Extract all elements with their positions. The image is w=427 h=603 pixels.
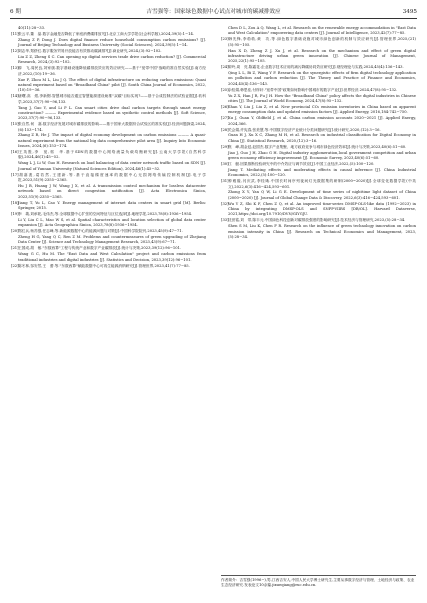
reference-text: Zhang Z R, He J. The impact of digital economy development on carbon emissions ——— A quasi-natural experiment from the national big data comprehensive pilot area [J]. Inquiry Into Economic Issues, 2024,(6):153−174.	[18, 133, 206, 149]
reference-text: 胡嘉浚,葛若然,王建新.等.基于直接梯度速率的数据中心无损网络传输控制机制[J].电子学报,2023,51(9):2355−2365.	[18, 172, 206, 182]
reference-text: 关会娟,许宪春,张美慧,等.中国数字经济产业统计分类问题研究[J].统计研究,2020,(12):3−16.	[228, 127, 381, 132]
reference-entry	[221, 190, 416, 201]
reference-number: [22]	[11, 263, 19, 268]
reference-entry	[11, 106, 206, 122]
reference-text: Wu Y Z, Shi K F, Chen Z Q, et al. An improved time-series DMSP-OLS-like data (1992−2023) in China by integrating DMSP-OLS and SNPP-VIIRS [DB/OL]. Harvard Dataverse, 2021,https://doi.org/10.7910/DVN/GIYGJU.	[228, 201, 416, 217]
reference-entry	[221, 218, 416, 223]
reference-number: [18]	[11, 200, 19, 205]
reference-entry	[221, 37, 416, 48]
reference-entry	[11, 26, 206, 31]
reference-entry	[11, 212, 206, 217]
reference-text: Jiang T, Yu L, Cao Y. Energy management of internet data centers in smart grid [M]. Berlin: Springer, 2015.	[18, 200, 206, 210]
reference-entry	[11, 78, 206, 94]
reference-number: [14]	[11, 94, 19, 99]
reference-text: Jiao J, Guo J H, Zhao G H. Digital industry agglomeration,local government competition and urban green economy efficiency improvement [J]. Economic Survey, 2023,40(6):51−60.	[228, 150, 416, 161]
reference-text: 仲雅璇,闫庆武,李桂娥.中国长时间序列夜间灯光数据集的研制(2000~2020)[J].全球变化数据学报(中英文),2022,6(3):416−424,593−601.	[228, 179, 416, 189]
reference-entry	[11, 38, 206, 49]
reference-entry	[221, 179, 416, 190]
reference-text: Hu J B, Huang J W, Wang J X, et al. A transmission control mechanism for lossless datacenter network based on direct congestion notification [J]. Acta Electronica Sinica, 2023,51(9):2355−2365.	[18, 183, 206, 199]
reference-entry	[221, 162, 416, 167]
reference-text: Zheng H G, Yang Q C, Ren Z M. Problems and countermeasures of green upgrading of Zhejiang Data Center [J]. Science and Technology Management Research, 2023,43(9):67−71.	[18, 235, 206, 245]
reference-number: [17]	[11, 172, 19, 177]
page-number: 3495	[402, 9, 417, 15]
reference-entry	[221, 71, 416, 87]
reference-entry	[221, 133, 416, 144]
reference-entry	[221, 88, 416, 93]
reference-number: [25]	[221, 87, 229, 92]
reference-text: 张云平,董 晶.数字金融是否降低了家庭消费碳排放?[J].北京工商大学学报(社会科学版),2024,39(5):1−14.	[18, 31, 194, 36]
reference-text: 江 艇.因果推断经验研究中的中介效应与调节效应[J].中国工业经济,2022,(5):100−120.	[228, 161, 375, 166]
reference-entry	[11, 173, 206, 184]
reference-number: [23]	[221, 37, 229, 42]
reference-text: 张自然,何 嘉.数字经济发展对城市碳排放的影响——基于国家大数据综合试验区的准实验[J].经济问题探索,2024,(6):153−174.	[18, 122, 206, 132]
reference-entry	[221, 26, 416, 37]
reference-number: [11]	[11, 31, 19, 36]
reference-number: [13]	[11, 66, 19, 71]
reference-text: Liu Z Z, Zheng S C. Can opening up digital services trade drive carbon reduction? [J]. Commercial Research, 2024,(3):92−102.	[18, 55, 206, 65]
reference-text: 刘志华,郑舒红.数字服务贸易开放能否有效推动碳减排?[J].商业研究,2024,(3):92−102.	[18, 49, 162, 54]
reference-text: Xue F, Zhou M L, Liu J Q. The effect of digital infrastructure on reducing carbon emissions: Quasi natural experiment based on "Broadband China" pilot [J]. South China Journal of Economics, 2022,(10):19−36.	[18, 77, 206, 93]
reference-text: Wang G C, Hu M. The "East Data and West Calculation" project and carbon emissions from traditional industries and digital industries [J]. Statistics and Decision, 2023,39(12):96−101.	[18, 252, 206, 262]
reference-number: [32]	[221, 201, 229, 206]
reference-entry	[11, 252, 206, 263]
reference-entry	[11, 201, 206, 212]
reference-number: [33]	[221, 218, 229, 223]
reference-entry	[11, 235, 206, 246]
reference-number: [31]	[221, 179, 229, 184]
reference-text: 郑红兵,杨苏强,任志峰,等.新能源数据中心的能源问题与对策[J].中国科学院院刊,2023,45(9):47−71.	[18, 229, 183, 234]
reference-text: Han X D, Zheng Z J, Xu J, et al. Research on the mechanism and effect of green digital infrastructure driving urban green innovation [J]. Chinese Journal of Management, 2025,22(1):95−105.	[228, 48, 416, 64]
reference-entry	[221, 49, 416, 65]
reference-text: 唐曙,高 煜,李新钢.智慧城市能否通过智慧能源建设助推"双碳"目标实现?——基于合成控制法的试验证据[J].软科学,2023,37(7):90−96,133.	[18, 94, 206, 104]
reference-text: Guan H J, Xu X C, Zhang M H, et al. Research on industrial classification for Digital Economy in China [J]. Statistical Research, 2020,(12):3−16.	[228, 133, 416, 143]
reference-number: [28]	[221, 127, 229, 132]
reference-entry	[11, 94, 206, 105]
reference-number: [21]	[11, 246, 19, 251]
reference-text: 廖玲,周 亮,陈霜花.企业数字技术应用的减污降碳协同效应研究[J].财经理论与实践,2024,45(4):136−143.	[228, 65, 404, 70]
reference-text: 沈世铭,刘 带,陈丰元.中国绿色科技创新对碳排放强度的影响研究[J].技术经济与管理研究,2023,(5):28−34.	[228, 218, 406, 223]
reference-text: 40(11):28−33.	[18, 26, 46, 30]
reference-number: [29]	[221, 144, 229, 149]
reference-entry	[11, 55, 206, 66]
reference-entry	[11, 66, 206, 77]
reference-text: Qing L L, Bi Z, Wang Y F. Research on the synergistic effects of firm digital technology application on pollution and carbon reduction [J]. The Theory and Practice of Finance and Economics, 2024,45(4):136−143.	[228, 71, 416, 86]
author-biography: 作者简介：吉雪强(1996−),男,江西吉安人,中国人民大学博士研究生,主要从事数字经济与管理、土地经济与政策、农业生态经济研究.发表论文10余篇.jixueqiang@ruc.edu.cn.	[221, 575, 416, 589]
reference-entry	[221, 65, 416, 70]
issue-number: 6 期	[10, 9, 21, 15]
reference-entry	[221, 94, 416, 105]
reference-text: Chen D L, Zou A Q, Wang L, et al. Research on the renewable energy accommodation in "East Data and West Calculation" empowering data centers [J]. Journal of Intelligence, 2023,42(7):77−85.	[228, 26, 416, 36]
reference-text: Yu Z X, Han J R, Fu J H. How the "Broadband China" policy affects the digital industries in Chinese cities [J]. The Journal of World Economy, 2024,47(8):95−132.	[228, 93, 416, 104]
reference-text: Jiang T. Mediating effects and moderating effects in causal inference [J]. China Industrial Economics, 2022,(5):100−120.	[228, 167, 416, 178]
reference-text: 韩先锋,李勃勃,黄 功,等.绿色数字基础设施对城市绿色创新的机制与效应研究[J].管理世界,2025,(21)(5):95−105.	[228, 37, 416, 47]
reference-entry	[221, 202, 416, 218]
reference-text: Shen S M, Liu K, Chen F R. Research on the influence of green technology innovation on carbon emission intensity in China [J]. Research on Technical Economics and Management, 2023,(5):28−34.	[228, 224, 416, 239]
references-left-column	[11, 26, 206, 269]
reference-entry	[11, 32, 206, 37]
reference-text: 焦 峰,胡金廷,赵国杰.数字产业集聚、地方政府竞争与城市绿色经济效率[J].统计与决策,2023,40(6):51−60.	[228, 144, 407, 149]
reference-text: Wang L J, Li W, Guo H. Research on load balancing of data center network traffic based on SDN [J]. Journal of Yunnan University (Natural Sciences Edition), 2024,46(1):45−52.	[18, 161, 206, 171]
reference-text: 王英胜,李 宽,郭 华.基于SDN的数据中心网络流量负载均衡研究[J].云南大学学报(自然科学版),2024,46(1):45−52.	[18, 150, 206, 160]
reference-entry	[221, 151, 416, 162]
reference-text: 王国成,胡 敏."东数西算"工程与传统产业和数字产业碳排放[J].统计与决策,2023,39(12):96−101.	[18, 246, 182, 251]
running-header	[10, 6, 417, 19]
reference-text: Shan Y, Liu J, Liu Z, et al. New provincial CO₂ emission inventories in China based on apparent energy consumption data and updated emission factors [J]. Applied Energy, 2016,184:742−750.	[228, 104, 416, 115]
reference-entry	[11, 218, 206, 229]
reference-text: Zhang Z P, Dong J. Does digital finance reduce household consumption carbon emissions? [J]. Journal of Beijing Technology and Business University (Social Sciences), 2024,39(5):1−14.	[18, 37, 206, 48]
reference-number: [20]	[11, 229, 19, 234]
reference-number: [16]	[11, 150, 19, 155]
reference-entry	[221, 145, 416, 150]
reference-entry	[11, 184, 206, 200]
reference-number: [24]	[221, 65, 229, 70]
reference-entry	[11, 264, 206, 269]
reference-entry	[11, 161, 206, 172]
reference-text: Zhong X Y, Yan Q W, Li G E. Development of time series of nighttime light dataset of China (2000~2020) [J]. Journal of Global Change Data & Discovery, 2022,6(3):416−424,593−601.	[228, 190, 416, 200]
reference-number: [15]	[11, 122, 19, 127]
reference-entry	[221, 168, 416, 179]
reference-entry	[221, 224, 416, 240]
references-right-column	[221, 26, 416, 241]
reference-entry	[221, 116, 416, 127]
reference-entry	[11, 122, 206, 133]
reference-text: Tang J, Gao Y, and Li P L. Can smart cities drive dual carbon targets through smart energy construction? ——— Experimental evidence based on synthetic control methods [J]. Soft Science, 2023,37(7):90−96,133.	[18, 105, 206, 121]
reference-entry	[11, 49, 206, 54]
reference-entry	[221, 105, 416, 116]
reference-text: 薛 飞,周民良,刘家旗.数字基础设施降低碳排放效应的效应研究——基于"宽带中国"战略的准自然实验[J].南方经济,2022,(10):19−36.	[18, 66, 206, 76]
reference-number: [19]	[11, 211, 19, 216]
reference-text: 陈冬林,邹安然,王 蕾.等."东数西算"赋能数据中心可再生能源消纳研究[J].管理世界,2023,41(7):77−85.	[18, 263, 190, 268]
reference-entry	[11, 229, 206, 234]
reference-number: [26]	[221, 104, 229, 109]
reference-text: 李 義,刘承乾,毛伟杰,等.全球数据中心扩张的空间特征与区位选择[J].地理学报,2023,78(8):1936−1954.	[18, 211, 193, 216]
reference-number: [12]	[11, 49, 19, 54]
reference-text: 余桂娟,韩思佳,付梓轩."宽带中国"政策如何影响中国城市的数字产业[J].世界经济,2024,47(8):95−132.	[228, 87, 398, 92]
reference-number: [27]	[221, 116, 229, 121]
reference-entry	[11, 246, 206, 251]
reference-text: Li Y, Liu C L, Mao W S, et al. Spatial characteristics and location selection of global data center expansion [J]. Acta Geographica Sinica, 2023,78(8):1936−1954.	[18, 217, 206, 228]
reference-entry	[11, 150, 206, 161]
reference-number: [30]	[221, 161, 229, 166]
reference-entry	[11, 133, 206, 149]
reference-text: Xu J, Guan Y, Oldfield J, et al. China carbon emission accounts 2020−2021 [J]. Applied Energy, 2024,366.	[228, 116, 416, 126]
running-title: 吉雪强等：国家绿色数据中心试点对城市的碳减排效应	[146, 9, 281, 15]
reference-entry	[221, 128, 416, 133]
